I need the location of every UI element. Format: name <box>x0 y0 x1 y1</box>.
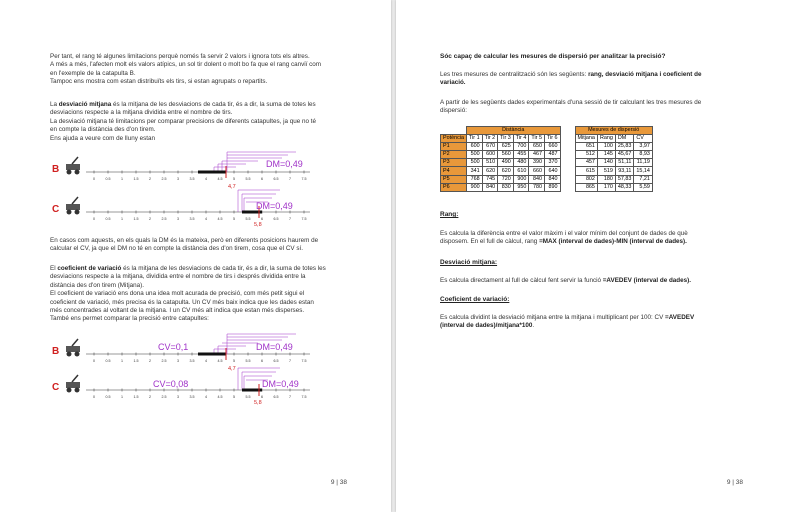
axis-tick-label: 1.5 <box>133 177 139 181</box>
table-cell: 25,83 <box>615 143 634 151</box>
dm-label-c: DM=0,49 <box>262 379 299 389</box>
axis-tick-label: 0 <box>93 217 95 221</box>
table-cell: 700 <box>513 143 529 151</box>
table-cell: 670 <box>482 143 498 151</box>
mean-label-b: 4,7 <box>228 184 236 190</box>
table-cell: 840 <box>544 175 560 183</box>
table-cell: 15,14 <box>634 167 653 175</box>
mean-label-c: 5,8 <box>254 222 262 228</box>
group-header-distancia: Distància <box>466 127 560 135</box>
table-cell: 455 <box>513 151 529 159</box>
text-line: (interval de dades)/mitjana*100. <box>440 322 535 330</box>
table-cell: 7,21 <box>634 175 653 183</box>
text-line: El coeficient de variació ens dona una idea molt acurada de precisió, com més petit sigui el <box>50 290 305 298</box>
table-intro <box>440 99 701 116</box>
text-line: desviacions respecte a la mitjana, dividida entre el nombre de tirs i després dividida entre la <box>50 273 306 281</box>
axis-tick-label: 4.5 <box>217 395 223 399</box>
intro-paragraph <box>440 71 701 88</box>
table-cell: 93,11 <box>615 167 634 175</box>
axis-tick-label: 2.5 <box>161 359 167 363</box>
catapult-icon <box>66 375 80 393</box>
left-page <box>0 0 391 512</box>
axis-tick-label: 2 <box>149 177 151 181</box>
text-line: en l'exemple de la catapulta B. <box>50 69 136 77</box>
text-line: en compte la distància des d'on tirem. <box>50 126 156 134</box>
axis-tick-label: 4 <box>205 217 207 221</box>
table-cell: 802 <box>575 175 597 183</box>
figure-catapult-cv <box>48 330 318 408</box>
table-cell: 768 <box>466 175 482 183</box>
axis-tick-label: 3 <box>177 217 179 221</box>
table-cell: 620 <box>498 167 514 175</box>
table-cell: 45,67 <box>615 151 634 159</box>
table-cell: 745 <box>482 175 498 183</box>
axis-tick-label: 3 <box>177 177 179 181</box>
table-cell: 370 <box>544 159 560 167</box>
axis-tick-label: 1 <box>121 217 123 221</box>
column-header: Potència <box>441 135 467 143</box>
table-cell: 100 <box>597 143 615 151</box>
table-cell: 48,33 <box>615 183 634 191</box>
gap-cell <box>560 167 575 175</box>
axis-tick-label: 2.5 <box>161 395 167 399</box>
table-cell: 890 <box>544 183 560 191</box>
table-cell: 341 <box>466 167 482 175</box>
axis-tick-label: 1 <box>121 395 123 399</box>
axis-tick-label: 0.5 <box>105 177 111 181</box>
catapult-b-row <box>52 152 310 190</box>
axis-tick-label: 1.5 <box>133 359 139 363</box>
table-cell: 170 <box>597 183 615 191</box>
page-heading: Sóc capaç de calcular les mesures de dispersió per analitzar la precisió? <box>440 53 666 60</box>
table-cell: 145 <box>597 151 615 159</box>
text-line: A més a més, l'afecten molt els valors atípics, un sol tir dolent o molt bo fa que el rang canviï com <box>50 61 322 69</box>
paragraph-dm-vs-cv <box>50 237 318 254</box>
rang-heading: Rang: <box>440 211 459 218</box>
axis-tick-label: 3 <box>177 359 179 363</box>
axis-tick-label: 1 <box>121 359 123 363</box>
axis-tick-label: 2 <box>149 395 151 399</box>
axis-tick-label: 3.5 <box>189 359 195 363</box>
text-line: A partir de les següents dades experimentals d'una sessió de tir calculant les tres mesures de <box>440 99 702 106</box>
axis-tick-label: 4.5 <box>217 177 223 181</box>
figure-catapult-dm <box>48 148 318 230</box>
table-cell: 660 <box>529 167 545 175</box>
axis-tick-label: 3.5 <box>189 217 195 221</box>
axis-tick-label: 7.5 <box>301 395 307 399</box>
axis-tick-label: 4 <box>205 177 207 181</box>
text-line: El coeficient de variació és la mitjana de les desviacions de cada tir, és a dir, la suma de totes les <box>50 265 326 272</box>
axis-tick-label: 1.5 <box>133 217 139 221</box>
table-cell: 720 <box>498 175 514 183</box>
dm-paragraph <box>440 277 691 285</box>
axis-tick-label: 6.5 <box>273 359 279 363</box>
text-line: Ens ajuda a veure com de lluny estan <box>50 134 156 142</box>
table-cell: 500 <box>466 159 482 167</box>
paragraph-mean-deviation <box>50 101 316 143</box>
table-cell: 651 <box>575 143 597 151</box>
page-number: 9 | 38 <box>726 479 743 486</box>
label-c: C <box>52 204 60 215</box>
column-header: Tir 5 <box>529 135 545 143</box>
gap-cell <box>560 127 575 135</box>
axis-tick-label: 5 <box>233 359 235 363</box>
table-cell: 519 <box>597 167 615 175</box>
axis-tick-label: 7 <box>289 177 291 181</box>
row-label: P4 <box>441 167 467 175</box>
table-cell: 457 <box>575 159 597 167</box>
label-b: B <box>52 164 60 175</box>
gap-cell <box>560 143 575 151</box>
paragraph-range-limits <box>50 53 321 87</box>
axis-tick-label: 3.5 <box>189 177 195 181</box>
row-label: P5 <box>441 175 467 183</box>
table-cell: 625 <box>498 143 514 151</box>
text-line: La desviació mitjana té limitacions per comparar precisions de diferents catapultes, ja que no té <box>50 117 317 125</box>
table-cell: 5,59 <box>634 183 653 191</box>
table-cell: 490 <box>498 159 514 167</box>
axis-tick-label: 4 <box>205 359 207 363</box>
column-header: DM <box>615 135 634 143</box>
table-cell: 900 <box>466 183 482 191</box>
table-row <box>441 151 653 159</box>
table-cell: 660 <box>544 143 560 151</box>
table-cell: 51,11 <box>615 159 634 167</box>
axis-tick-label: 0.5 <box>105 217 111 221</box>
dm-heading: Desviació mitjana: <box>440 259 498 266</box>
catapult-icon <box>66 339 80 357</box>
axis-tick-label: 7.5 <box>301 177 307 181</box>
table-cell: 615 <box>575 167 597 175</box>
mean-label-b: 4,7 <box>228 366 236 372</box>
axis-tick-label: 5.5 <box>245 395 251 399</box>
table-cell: 620 <box>482 167 498 175</box>
table-cell: 865 <box>575 183 597 191</box>
table-cell: 640 <box>544 167 560 175</box>
table-group-header <box>441 127 653 135</box>
gap-cell <box>560 159 575 167</box>
table-cell: 510 <box>482 159 498 167</box>
table-cell: 650 <box>529 143 545 151</box>
table-cell: 390 <box>529 159 545 167</box>
table-cell: 480 <box>513 159 529 167</box>
text-line: variació. <box>440 79 466 87</box>
table-cell: 11,19 <box>634 159 653 167</box>
table-cell: 950 <box>513 183 529 191</box>
catapult-icon <box>66 197 80 215</box>
text-line: Les tres mesures de centralització són les següents: rang, desviació mitjana i coeficient de <box>440 71 702 78</box>
paragraph-coefficient-variation <box>50 265 326 324</box>
table-cell: 512 <box>575 151 597 159</box>
table-cell: 140 <box>597 159 615 167</box>
table-cell: 600 <box>466 143 482 151</box>
cv-label-c: CV=0,08 <box>153 379 189 389</box>
column-header: Tir 2 <box>482 135 498 143</box>
table-cell: 600 <box>482 151 498 159</box>
text-line: També ens permet comparar la precisió entre catapultes: <box>50 315 209 323</box>
axis-tick-label: 0 <box>93 177 95 181</box>
row-label: P3 <box>441 159 467 167</box>
dm-label-c: DM=0,49 <box>256 201 293 211</box>
axis-tick-label: 0.5 <box>105 395 111 399</box>
table-header-row <box>441 135 653 143</box>
empty-cell <box>441 127 467 135</box>
column-header: Mitjana <box>575 135 597 143</box>
axis-tick-label: 4.5 <box>217 217 223 221</box>
column-header: Tir 3 <box>498 135 514 143</box>
cv-paragraph <box>440 314 694 331</box>
column-header: CV <box>634 135 653 143</box>
data-table <box>440 126 653 192</box>
text-line: dispersió: <box>440 107 467 115</box>
table-cell: 610 <box>513 167 529 175</box>
axis-tick-label: 6.5 <box>273 177 279 181</box>
gap-cell <box>560 135 575 143</box>
row-label: P6 <box>441 183 467 191</box>
text-line: més concentrades al voltant de la mitjana. I un CV més alt indica que estan més disperses. <box>50 307 305 315</box>
table-cell: 3,97 <box>634 143 653 151</box>
axis-tick-label: 7.5 <box>301 359 307 363</box>
table-cell: 840 <box>482 183 498 191</box>
text-line: desviacions respecte a la mitjana dividida entre el nombre de tirs. <box>50 109 233 117</box>
catapult-c-row <box>52 368 310 406</box>
text-line: Es calcula dividint la desviació mitjana entre la mitjana i multiplicant per 100: CV =AVEDEV <box>440 314 695 321</box>
dm-label-b: DM=0,49 <box>256 342 293 352</box>
page-number: 9 | 38 <box>330 479 347 486</box>
table-cell: 840 <box>529 175 545 183</box>
axis-tick-label: 6 <box>261 359 263 363</box>
gap-cell <box>560 175 575 183</box>
group-header-mesures: Mesures de dispersió <box>575 127 652 135</box>
text-line: distància des d'on tirem (Mitjana). <box>50 281 144 289</box>
column-header: Rang <box>597 135 615 143</box>
column-header: Tir 1 <box>466 135 482 143</box>
table-cell: 467 <box>529 151 545 159</box>
axis-tick-label: 3 <box>177 395 179 399</box>
catapult-c-row <box>52 190 310 228</box>
text-line: coeficient de variació, més precisa és la catapulta. Un CV més baix indica que les dades estan <box>50 298 314 306</box>
axis-tick-label: 2 <box>149 359 151 363</box>
axis-tick-label: 6 <box>261 395 263 399</box>
axis-tick-label: 0.5 <box>105 359 111 363</box>
label-c: C <box>52 382 60 393</box>
text-line: En casos com aquests, en els quals la DM és la mateixa, però en diferents posicions haurem de <box>50 237 319 244</box>
axis-tick-label: 6.5 <box>273 217 279 221</box>
axis-tick-label: 5 <box>233 395 235 399</box>
table-cell: 900 <box>513 175 529 183</box>
table-cell: 830 <box>498 183 514 191</box>
text-line: La desviació mitjana és la mitjana de les desviacions de cada tir, és a dir, la suma de totes les <box>50 101 316 108</box>
row-label: P1 <box>441 143 467 151</box>
gap-cell <box>560 183 575 191</box>
column-header: Tir 6 <box>544 135 560 143</box>
table-cell: 487 <box>544 151 560 159</box>
axis-tick-label: 7 <box>289 359 291 363</box>
right-page <box>396 0 787 512</box>
axis-tick-label: 4 <box>205 395 207 399</box>
axis-tick-label: 5 <box>233 177 235 181</box>
table-cell: 560 <box>498 151 514 159</box>
rang-paragraph <box>440 230 688 247</box>
axis-tick-label: 2 <box>149 217 151 221</box>
axis-tick-label: 6 <box>261 177 263 181</box>
axis-tick-label: 6 <box>261 217 263 221</box>
cv-heading: Coeficient de variació: <box>440 296 510 303</box>
axis-tick-label: 5.5 <box>245 177 251 181</box>
dm-label-b: DM=0,49 <box>266 159 303 169</box>
text-line: Es calcula la diferència entre el valor màxim i el valor mínim del conjunt de dades de què <box>440 230 688 237</box>
label-b: B <box>52 346 60 357</box>
table-cell: 780 <box>529 183 545 191</box>
cv-label-b: CV=0,1 <box>158 342 189 352</box>
table-row <box>441 159 653 167</box>
axis-tick-label: 7 <box>289 395 291 399</box>
axis-tick-label: 1.5 <box>133 395 139 399</box>
mean-label-c: 5,8 <box>254 400 262 406</box>
text-line: calcular el CV, ja que el DM no té en compte la distància des d'on tirem, cosa que el CV sí. <box>50 245 303 253</box>
table-cell: 8,93 <box>634 151 653 159</box>
text-line: Per tant, el rang té algunes limitacions perquè només fa servir 2 valors i ignora tots els altres. <box>50 53 310 60</box>
term-desviacio-mitjana: desviació mitjana <box>58 101 112 108</box>
text-line: Tampoc ens mostra com estan distribuïts els tirs, si estan agrupats o repartits. <box>50 78 268 86</box>
table-cell: 500 <box>466 151 482 159</box>
catapult-icon <box>66 157 80 175</box>
axis-tick-label: 2.5 <box>161 177 167 181</box>
axis-tick-label: 7.5 <box>301 217 307 221</box>
axis-tick-label: 6.5 <box>273 395 279 399</box>
axis-tick-label: 5 <box>233 217 235 221</box>
catapult-b-row <box>52 334 310 372</box>
axis-tick-label: 0 <box>93 395 95 399</box>
axis-tick-label: 4.5 <box>217 359 223 363</box>
table-cell: 180 <box>597 175 615 183</box>
row-label: P2 <box>441 151 467 159</box>
column-header: Tir 4 <box>513 135 529 143</box>
gap-cell <box>560 151 575 159</box>
text-line: disposem. En el full de càlcul, rang =MAX (interval de dades)-MIN (interval de dades). <box>440 238 687 246</box>
axis-tick-label: 5.5 <box>245 359 251 363</box>
axis-tick-label: 2.5 <box>161 217 167 221</box>
term-coeficient-variacio: coeficient de variació <box>57 265 122 272</box>
table-row <box>441 143 653 151</box>
axis-tick-label: 1 <box>121 177 123 181</box>
axis-tick-label: 3.5 <box>189 395 195 399</box>
table-row <box>441 167 653 175</box>
axis-tick-label: 0 <box>93 359 95 363</box>
table-row <box>441 183 653 191</box>
table-row <box>441 175 653 183</box>
axis-tick-label: 5.5 <box>245 217 251 221</box>
axis-tick-label: 7 <box>289 217 291 221</box>
table-cell: 57,83 <box>615 175 634 183</box>
text-line: Es calcula directament al full de càlcul fent servir la funció =AVEDEV (interval de dades). <box>440 277 691 284</box>
